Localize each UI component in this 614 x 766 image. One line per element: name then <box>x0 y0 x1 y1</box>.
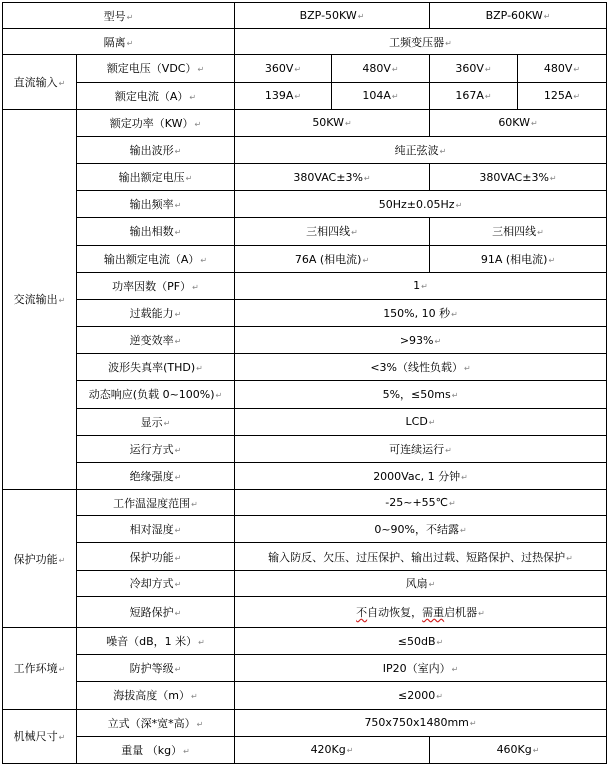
cell-value: 380VAC±3%↵ <box>430 164 607 191</box>
table-row <box>3 55 607 82</box>
model-60kw: BZP-60KW↵ <box>430 3 607 29</box>
group-mechanical: 机械尺寸↵ <box>3 709 77 764</box>
row-value: LCD↵ <box>235 408 607 435</box>
table-row <box>3 299 607 326</box>
table-row <box>3 596 607 627</box>
group-ac-output: 交流输出↵ <box>3 109 77 489</box>
row-value: 150%, 10 秒↵ <box>235 299 607 326</box>
row-value: 可连续运行↵ <box>235 435 607 462</box>
row-value: <3%（线性负载）↵ <box>235 354 607 381</box>
row-value: -25~+55℃↵ <box>235 490 607 516</box>
row-label: 相对湿度↵ <box>77 516 235 543</box>
table-row <box>3 136 607 163</box>
cell-value: 360V↵ <box>430 55 518 82</box>
row-value: 2000Vac, 1 分钟↵ <box>235 462 607 489</box>
table-row <box>3 218 607 245</box>
row-label: 保护功能↵ <box>77 543 235 570</box>
cell-value: 380VAC±3%↵ <box>235 164 430 191</box>
row-label: 输出额定电压↵ <box>77 164 235 191</box>
row-value: 50Hz±0.05Hz↵ <box>235 191 607 218</box>
row-value: IP20（室内）↵ <box>235 655 607 682</box>
row-label: 逆变效率↵ <box>77 327 235 354</box>
row-label: 海拔高度（m）↵ <box>77 682 235 709</box>
table-row <box>3 191 607 218</box>
spellcheck-underline: 需重 <box>422 605 445 619</box>
row-label: 输出额定电流（A）↵ <box>77 245 235 272</box>
table-row <box>3 109 607 136</box>
cell-value: 480V↵ <box>332 55 430 82</box>
group-environment: 工作环境↵ <box>3 627 77 709</box>
cell-value: 460Kg↵ <box>430 736 607 763</box>
row-label: 输出频率↵ <box>77 191 235 218</box>
row-label: 额定电压（VDC）↵ <box>77 55 235 82</box>
row-label: 动态响应(负载 0~100%)↵ <box>77 381 235 408</box>
table-row <box>3 490 607 516</box>
cell-value: 60KW↵ <box>430 109 607 136</box>
table-row <box>3 682 607 709</box>
row-value: 5%，≤50ms↵ <box>235 381 607 408</box>
group-protection: 保护功能↵ <box>3 490 77 628</box>
cell-value: 139A↵ <box>235 82 332 109</box>
row-label: 隔离↵ <box>3 29 235 55</box>
table-row <box>3 381 607 408</box>
row-label: 防护等级↵ <box>77 655 235 682</box>
row-value: >93%↵ <box>235 327 607 354</box>
row-value: ≤2000↵ <box>235 682 607 709</box>
cell-value: 三相四线↵ <box>430 218 607 245</box>
row-label: 额定功率（KW）↵ <box>77 109 235 136</box>
row-value: 750x750x1480mm↵ <box>235 709 607 736</box>
row-label: 输出波形↵ <box>77 136 235 163</box>
row-label: 工作温湿度范围↵ <box>77 490 235 516</box>
table-row <box>3 655 607 682</box>
row-label: 额定电流（A）↵ <box>77 82 235 109</box>
table-row <box>3 164 607 191</box>
table-row <box>3 327 607 354</box>
isolation-row <box>3 29 607 55</box>
table-row <box>3 543 607 570</box>
table-row <box>3 245 607 272</box>
table-row <box>3 627 607 654</box>
spec-table <box>2 2 607 764</box>
table-row <box>3 82 607 109</box>
cell-value: 104A↵ <box>332 82 430 109</box>
cell-value: 360V↵ <box>235 55 332 82</box>
row-value: ≤50dB↵ <box>235 627 607 654</box>
cell-value: 480V↵ <box>518 55 607 82</box>
row-value: 不自动恢复，需重启机器↵ <box>235 596 607 627</box>
row-value: 输入防反、欠压、过压保护、输出过载、短路保护、过热保护↵ <box>235 543 607 570</box>
cell-value: 167A↵ <box>430 82 518 109</box>
row-value: 风扇↵ <box>235 570 607 596</box>
model-50kw: BZP-50KW↵ <box>235 3 430 29</box>
cell-value: 420Kg↵ <box>235 736 430 763</box>
row-value: 0~90%，不结露↵ <box>235 516 607 543</box>
cell-value: 76A (相电流)↵ <box>235 245 430 272</box>
cell-value: 91A (相电流)↵ <box>430 245 607 272</box>
group-dc-input: 直流输入↵ <box>3 55 77 109</box>
table-row <box>3 272 607 299</box>
row-value: 工频变压器↵ <box>235 29 607 55</box>
table-row <box>3 354 607 381</box>
row-label: 冷却方式↵ <box>77 570 235 596</box>
row-label: 运行方式↵ <box>77 435 235 462</box>
row-value: 纯正弦波↵ <box>235 136 607 163</box>
row-label: 重量 （kg）↵ <box>77 736 235 763</box>
table-row <box>3 462 607 489</box>
row-label: 噪音（dB，1 米）↵ <box>77 627 235 654</box>
cell-value: 三相四线↵ <box>235 218 430 245</box>
table-row <box>3 570 607 596</box>
table-row <box>3 516 607 543</box>
table-row <box>3 709 607 736</box>
row-label: 立式（深*宽*高）↵ <box>77 709 235 736</box>
row-label: 显示↵ <box>77 408 235 435</box>
model-label: 型号↵ <box>3 3 235 29</box>
row-label: 过载能力↵ <box>77 299 235 326</box>
header-row <box>3 3 607 29</box>
table-row <box>3 736 607 763</box>
row-label: 短路保护↵ <box>77 596 235 627</box>
row-label: 功率因数（PF）↵ <box>77 272 235 299</box>
table-row <box>3 435 607 462</box>
cell-value: 125A↵ <box>518 82 607 109</box>
row-label: 波形失真率(THD)↵ <box>77 354 235 381</box>
cell-value: 50KW↵ <box>235 109 430 136</box>
table-row <box>3 408 607 435</box>
row-label: 输出相数↵ <box>77 218 235 245</box>
row-value: 1↵ <box>235 272 607 299</box>
spellcheck-underline: 不 <box>356 605 368 619</box>
row-label: 绝缘强度↵ <box>77 462 235 489</box>
